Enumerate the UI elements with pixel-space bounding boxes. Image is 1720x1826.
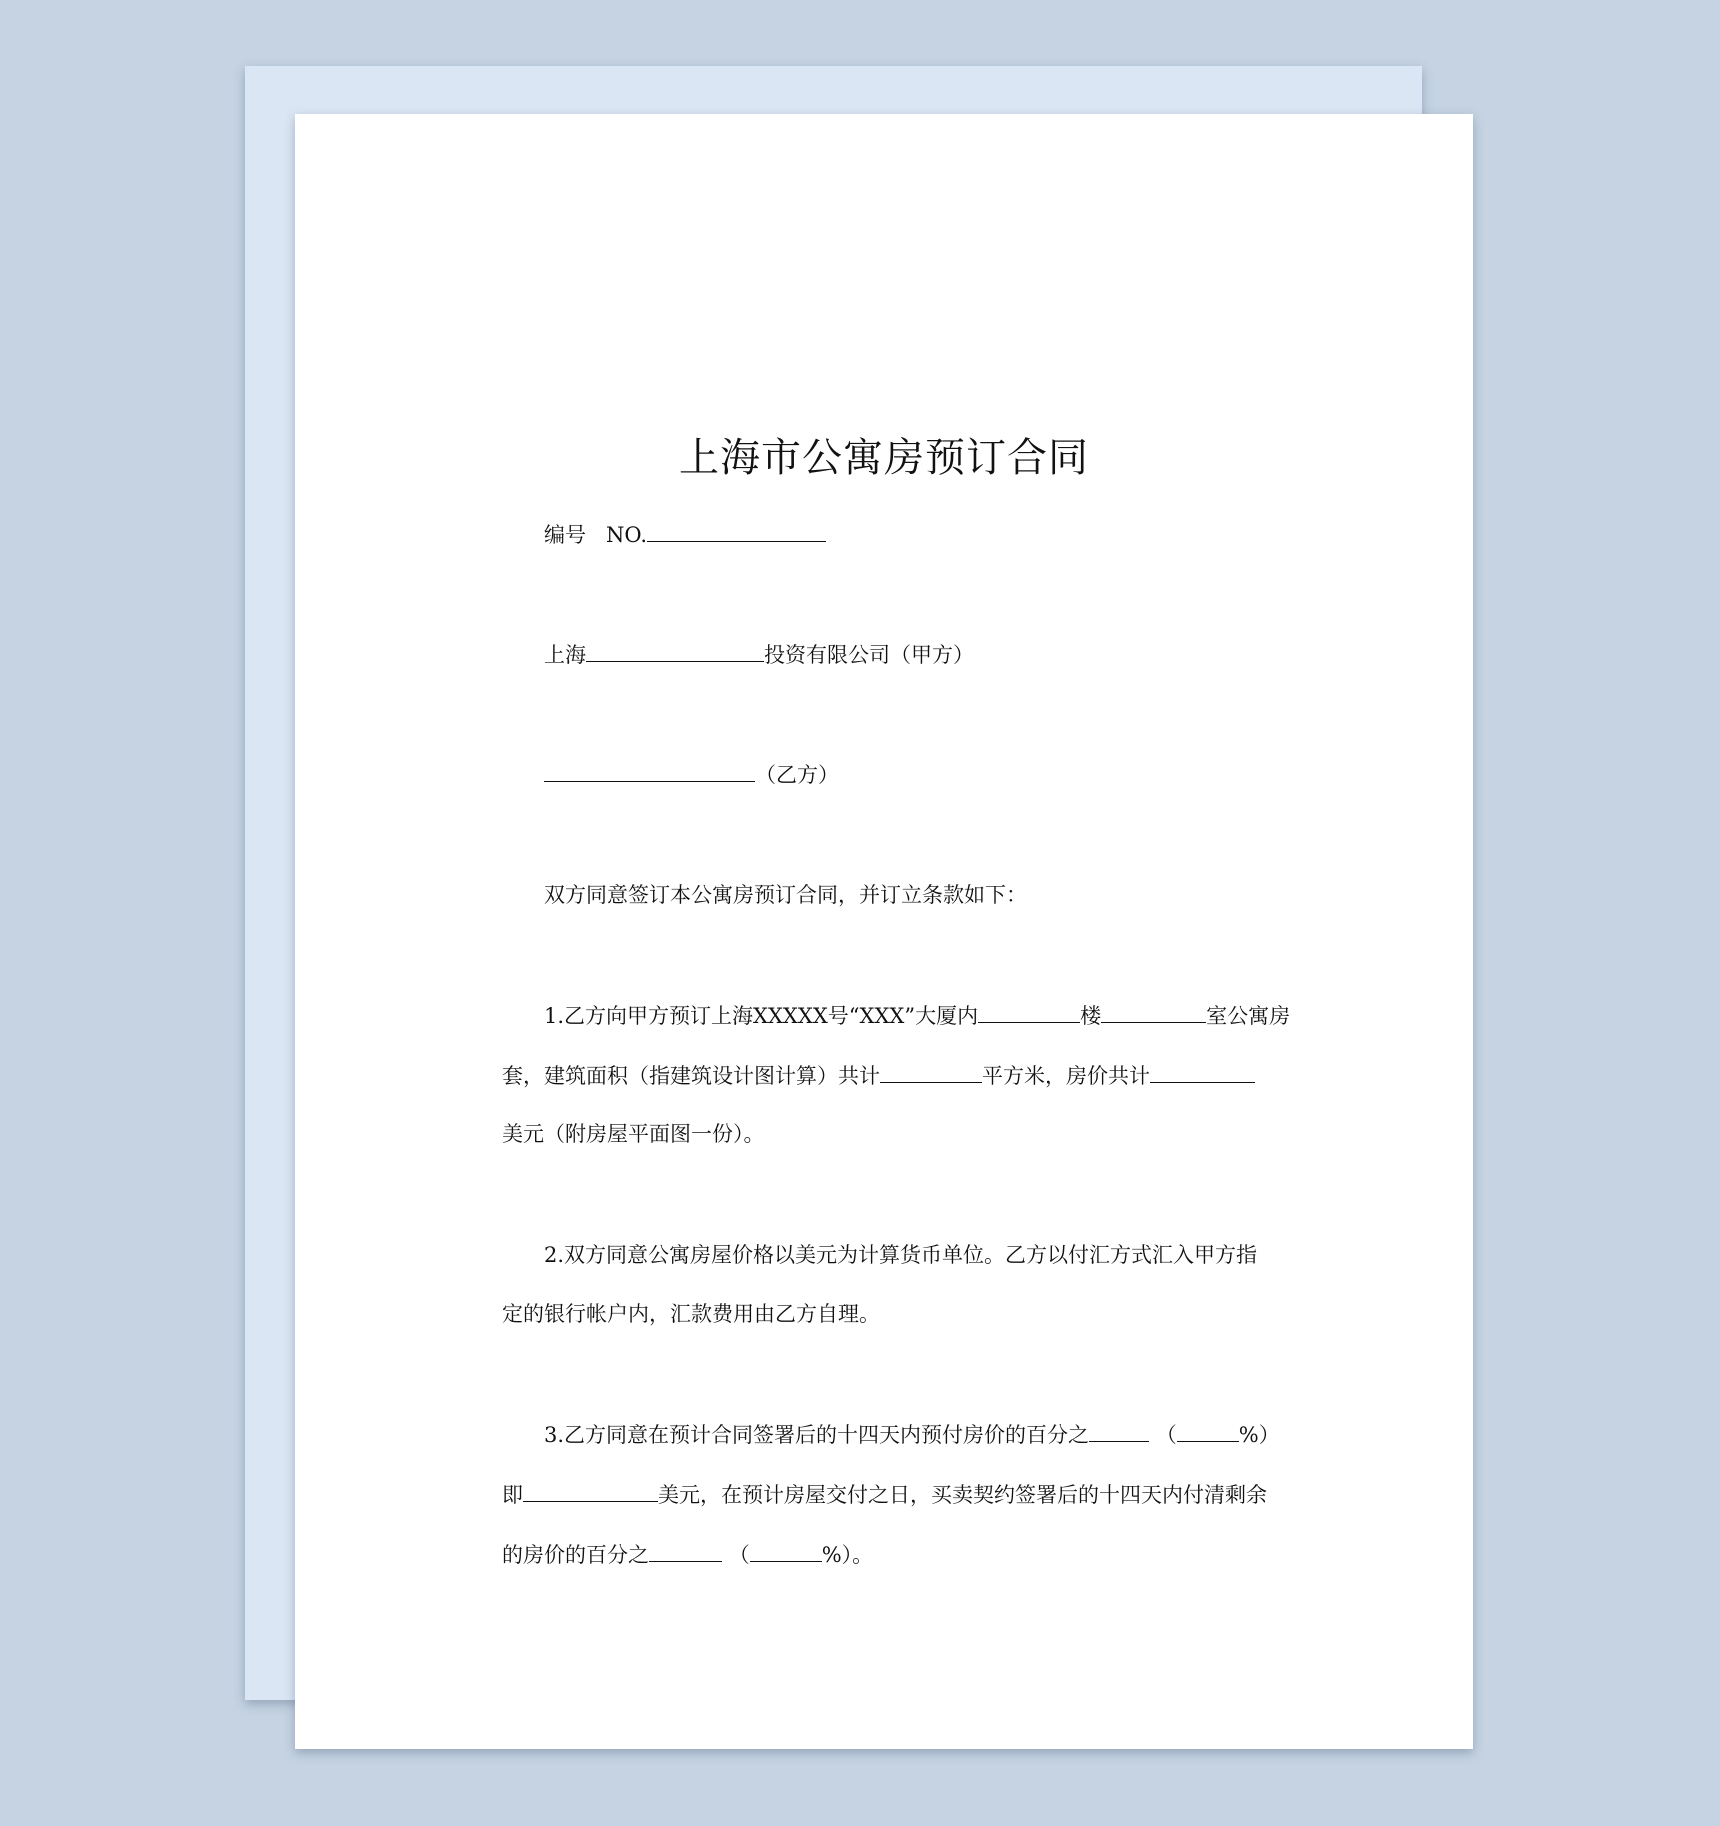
clause3-text: %） bbox=[1238, 1423, 1280, 1447]
remaining-percent-blank[interactable] bbox=[750, 1539, 822, 1562]
party-a-line bbox=[544, 639, 974, 670]
party-b-suffix: （乙方） bbox=[755, 763, 839, 787]
clause1-text: 楼 bbox=[1080, 1004, 1102, 1028]
clause3-text: 的房价的百分之 bbox=[502, 1543, 649, 1567]
clause3-text: %）。 bbox=[821, 1543, 874, 1567]
clause3-text: （ bbox=[1155, 1423, 1177, 1447]
party-a-suffix: 投资有限公司（甲方） bbox=[764, 643, 974, 667]
clause2-line2: 定的银行帐户内，汇款费用由乙方自理。 bbox=[502, 1302, 880, 1326]
document-page bbox=[295, 114, 1473, 1749]
prepay-percent-words-blank[interactable] bbox=[1089, 1419, 1149, 1442]
contract-number-line bbox=[544, 519, 826, 550]
clause1-line3: 美元（附房屋平面图一份）。 bbox=[502, 1122, 765, 1146]
contract-number-blank[interactable] bbox=[647, 519, 826, 542]
room-blank[interactable] bbox=[1101, 1000, 1206, 1023]
party-b-blank[interactable] bbox=[544, 759, 755, 782]
price-blank[interactable] bbox=[1150, 1060, 1255, 1083]
clause1-text: 室公寓房 bbox=[1206, 1004, 1291, 1028]
prepay-percent-blank[interactable] bbox=[1177, 1419, 1239, 1442]
clause3-text: （ bbox=[728, 1543, 750, 1567]
party-b-line bbox=[544, 759, 839, 790]
clause1-line2 bbox=[502, 1060, 1255, 1091]
party-a-prefix: 上海 bbox=[544, 643, 586, 667]
clause1-line1 bbox=[544, 1000, 1290, 1031]
number-no-label: NO. bbox=[606, 523, 648, 547]
clause1-text: 1.乙方向甲方预订上海XXXXX号“XXX”大厦内 bbox=[544, 1004, 979, 1028]
clause3-line2 bbox=[502, 1479, 1267, 1510]
prepay-amount-blank[interactable] bbox=[523, 1479, 658, 1502]
intro-text: 双方同意签订本公寓房预订合同，并订立条款如下： bbox=[544, 883, 1027, 907]
clause2-line1: 2.双方同意公寓房屋价格以美元为计算货币单位。乙方以付汇方式汇入甲方指 bbox=[544, 1243, 1258, 1267]
area-blank[interactable] bbox=[880, 1060, 982, 1083]
number-label: 编号 bbox=[544, 523, 586, 547]
clause3-text: 即 bbox=[502, 1483, 523, 1507]
clause3-text: 美元，在预计房屋交付之日，买卖契约签署后的十四天内付清剩余 bbox=[658, 1483, 1267, 1507]
party-a-blank[interactable] bbox=[586, 639, 764, 662]
clause1-text: 套，建筑面积（指建筑设计图计算）共计 bbox=[502, 1064, 880, 1088]
building-blank[interactable] bbox=[978, 1000, 1080, 1023]
clause1-text: 平方米，房价共计 bbox=[982, 1064, 1150, 1088]
document-title: 上海市公寓房预订合同 bbox=[679, 435, 1089, 481]
clause3-line3 bbox=[502, 1539, 873, 1570]
remaining-percent-words-blank[interactable] bbox=[649, 1539, 722, 1562]
clause3-text: 3.乙方同意在预计合同签署后的十四天内预付房价的百分之 bbox=[544, 1423, 1090, 1447]
clause3-line1 bbox=[544, 1419, 1280, 1450]
